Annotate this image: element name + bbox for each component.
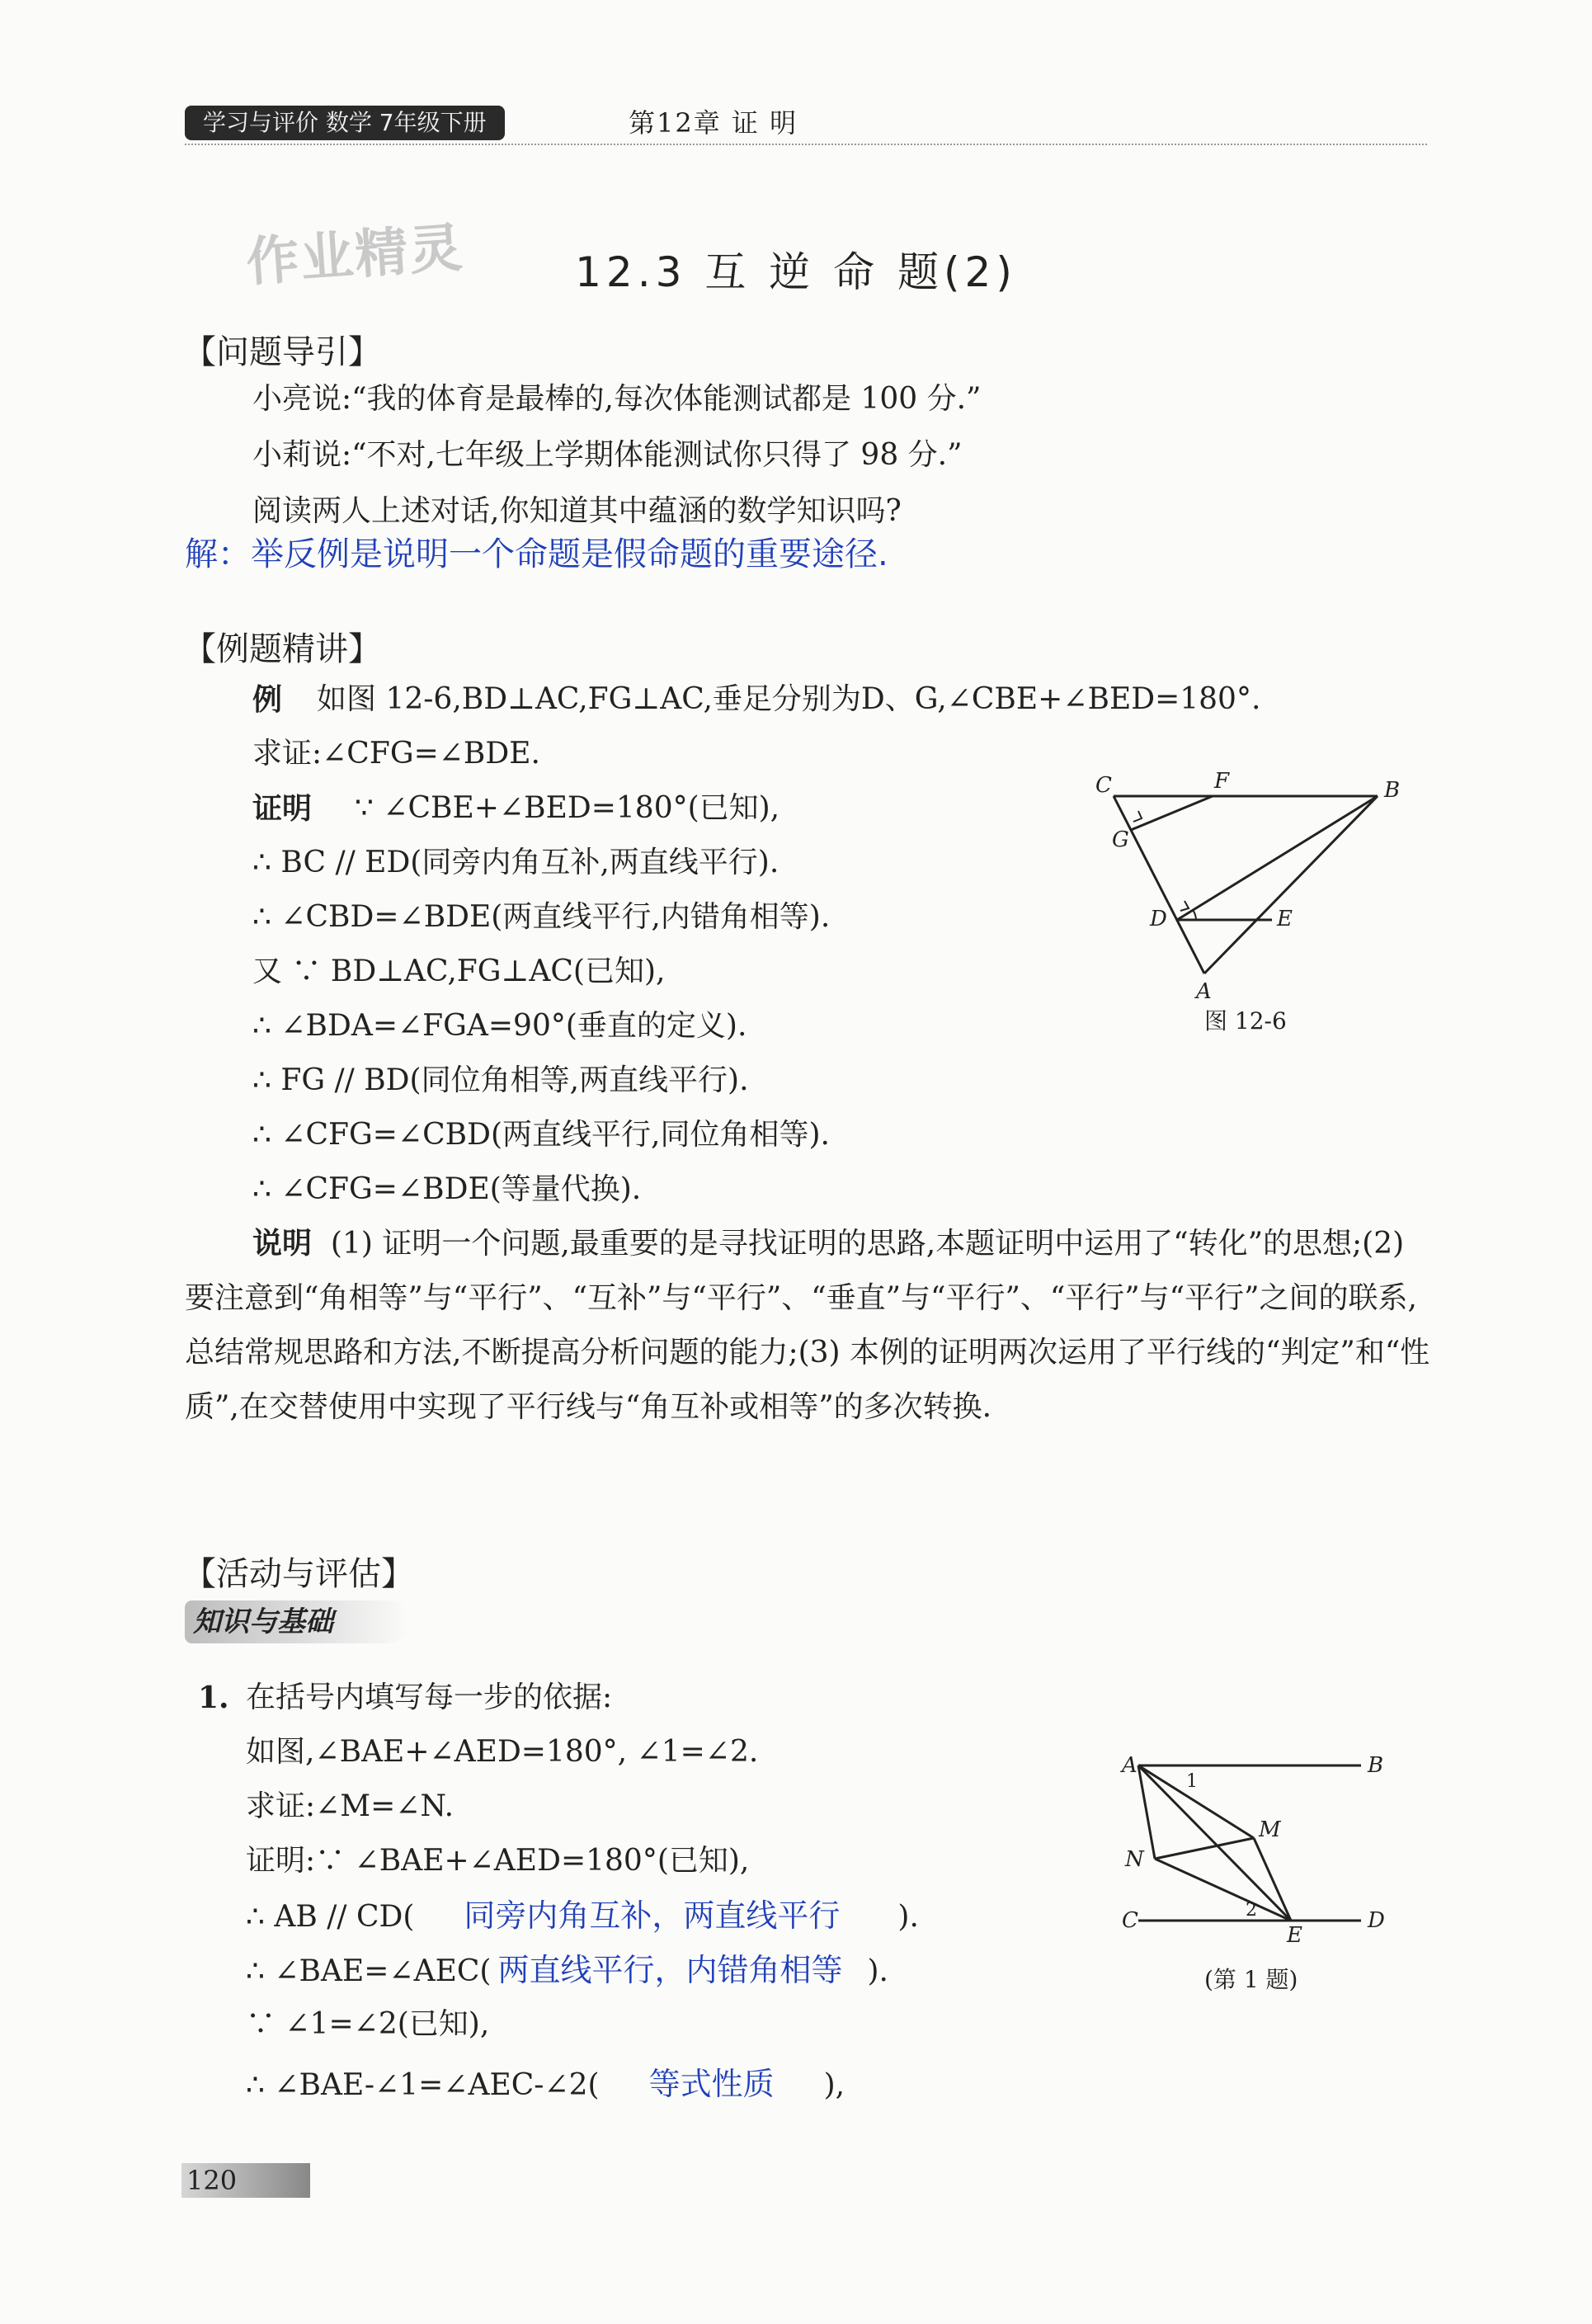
segment-mn <box>1155 1838 1254 1859</box>
intro-line: 小莉说:“不对,七年级上学期体能测试你只得了 98 分.” <box>252 438 963 472</box>
label-c: C <box>1122 1908 1138 1933</box>
q1-line2-prefix: ∴ AB // CD( <box>246 1900 415 1934</box>
segment-ne <box>1155 1859 1291 1921</box>
proof-label: 证明 <box>252 791 313 826</box>
label-n: N <box>1125 1847 1144 1872</box>
proof-line: ∴ ∠CFG=∠CBD(两直线平行,同位角相等). <box>252 1118 830 1152</box>
segment-fg <box>1131 796 1213 830</box>
q1-proof-line: ∵ ∠1=∠2(已知), <box>246 2007 490 2041</box>
label-a: A <box>1122 1753 1137 1778</box>
q1-line5-suffix: ), <box>823 2068 845 2102</box>
proof-line: ∴ ∠CFG=∠BDE(等量代换). <box>252 1172 642 1206</box>
label-f: F <box>1214 769 1230 794</box>
figure-q1-caption: (第 1 题) <box>1204 1966 1298 1993</box>
q1-proof-line <box>246 2062 845 2107</box>
label-a: A <box>1196 979 1212 1004</box>
label-d: D <box>1150 907 1167 931</box>
q1-answer-3: 等式性质 <box>648 2066 775 2102</box>
example-prove: 求证:∠CFG=∠BDE. <box>252 737 540 771</box>
note-paragraph <box>185 1216 1430 1435</box>
right-angle-g <box>1133 811 1142 822</box>
q1-proof-line <box>246 1894 919 1939</box>
q1-answer-2: 两直线平行，内错角相等 <box>497 1952 843 1988</box>
figure-12-6-caption: 图 12-6 <box>1204 1007 1287 1035</box>
note-text: (1) 证明一个问题,最重要的是寻找证明的思路,本题证明中运用了“转化”的思想;(2) 要注意到“角相等”与“平行”、“互补”与“平行”、“垂直”与“平行”、“平行”与“平行”之间的联系,总结常规思路和方法,不断提高分析问题的能力;(3) 本例的证明两次运用了平行线的“判定”和“性质”,在交替使用中实现了平行线与“角互补或相等”的多次转换. <box>185 1227 1430 1424</box>
segment-ba <box>1204 796 1378 973</box>
intro-line: 阅读两人上述对话,你知道其中蕴涵的数学知识吗? <box>252 494 902 528</box>
segment-ae <box>1138 1765 1291 1921</box>
intro-answer: 解：举反例是说明一个命题是假命题的重要途径. <box>185 535 888 573</box>
intro-line: 小亮说:“我的体育是最棒的,每次体能测试都是 100 分.” <box>252 382 982 416</box>
intro-heading: 【问题导引】 <box>183 333 381 371</box>
note-label: 说明 <box>252 1226 313 1261</box>
figure-12-6 <box>1081 767 1411 1015</box>
label-e: E <box>1287 1923 1302 1947</box>
figure-q1 <box>1105 1741 1419 1947</box>
label-b: B <box>1384 778 1401 803</box>
example-label: 例 <box>252 682 283 717</box>
q1-proof-line <box>246 1949 888 1993</box>
label-m: M <box>1259 1817 1281 1842</box>
proof-line: ∴ FG // BD(同位角相等,两直线平行). <box>252 1063 749 1097</box>
proof-line: ∴ ∠CBD=∠BDE(两直线平行,内错角相等). <box>252 900 831 934</box>
page-number: 120 <box>181 2163 310 2198</box>
segment-bd <box>1177 796 1378 920</box>
example-statement: 如图 12-6,BD⊥AC,FG⊥AC,垂足分别为D、G,∠CBE+∠BED=180°. <box>317 682 1261 716</box>
header-divider <box>185 144 1427 145</box>
q1-line2-suffix: ). <box>897 1900 919 1934</box>
book-title-badge: 学习与评价 数学 7年级下册 <box>185 106 505 140</box>
chapter-label: 第12章 证 明 <box>629 107 798 139</box>
label-b: B <box>1368 1753 1384 1778</box>
q1-line3-suffix: ). <box>867 1954 888 1988</box>
right-angle-d <box>1180 901 1189 911</box>
knowledge-basics-tag: 知识与基础 <box>185 1600 409 1643</box>
segment-ca <box>1114 796 1204 973</box>
q1-line5-prefix: ∴ ∠BAE-∠1=∠AEC-∠2( <box>246 2068 600 2102</box>
proof-line: 又 ∵ BD⊥AC,FG⊥AC(已知), <box>252 955 666 988</box>
page-title: 12.3 互 逆 命 题(2) <box>575 248 1017 296</box>
q1-number: 1. <box>198 1681 229 1715</box>
label-c: C <box>1095 773 1112 798</box>
q1-proof-line: 证明:∵ ∠BAE+∠AED=180°(已知), <box>246 1844 750 1878</box>
angle-bde-arc <box>1193 910 1196 920</box>
angle-1-label: 1 <box>1186 1771 1198 1792</box>
q1-instruction: 在括号内填写每一步的依据: <box>246 1681 613 1714</box>
proof-line: ∴ BC // ED(同旁内角互补,两直线平行). <box>252 846 780 879</box>
q1-answer-1: 同旁内角互补，两直线平行 <box>464 1897 841 1934</box>
label-d: D <box>1368 1908 1385 1933</box>
activity-heading: 【活动与评估】 <box>183 1555 414 1593</box>
q1-prove: 求证:∠M=∠N. <box>246 1789 455 1823</box>
q1-line3-prefix: ∴ ∠BAE=∠AEC( <box>246 1954 492 1988</box>
label-g: G <box>1112 827 1129 852</box>
angle-2-label: 2 <box>1246 1900 1257 1921</box>
example-heading: 【例题精讲】 <box>183 630 381 668</box>
label-e: E <box>1277 907 1293 931</box>
q1-given: 如图,∠BAE+∠AED=180°, ∠1=∠2. <box>246 1735 759 1769</box>
watermark-logo: 作业精灵 <box>244 217 466 295</box>
segment-me <box>1254 1838 1291 1921</box>
proof-line: ∵ ∠CBE+∠BED=180°(已知), <box>355 791 780 825</box>
proof-line: ∴ ∠BDA=∠FGA=90°(垂直的定义). <box>252 1009 747 1043</box>
